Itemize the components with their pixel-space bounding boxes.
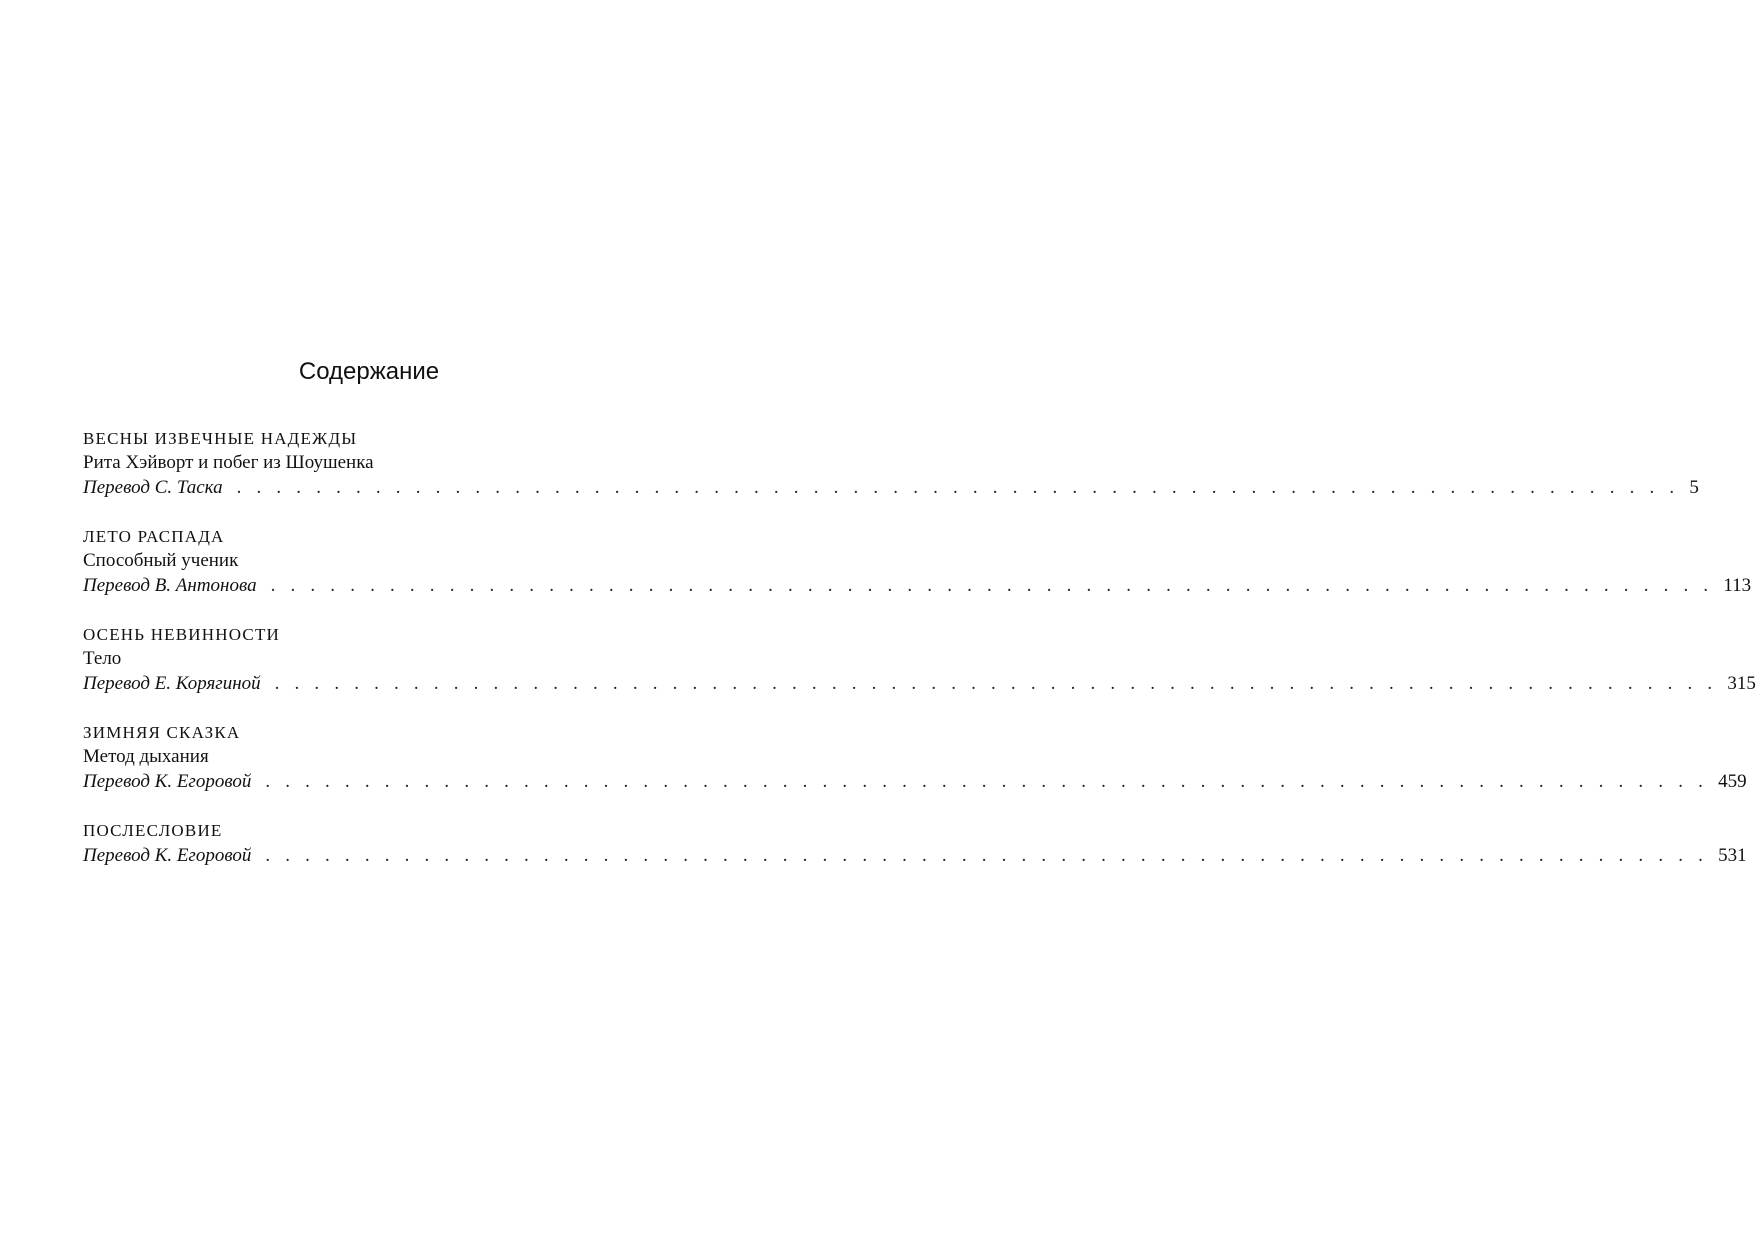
toc-section [83,819,1747,869]
translator-credit: Перевод В. Антонова [83,575,257,596]
translator-credit: Перевод С. Таска [83,477,223,498]
story-title: Метод дыхания [83,746,209,767]
toc-entry[interactable] [83,475,1699,501]
dot-leader: . . . . . . . . . . . . . . . . . . . . . . . . . . . . . . . . . . . . . . . . . . . . . . . . . . . . . . . . . . . . . . . . . . . . . . . . . [270,575,1714,596]
translator-credit: Перевод К. Егоровой [83,845,252,866]
toc-entry[interactable] [83,573,1752,599]
page-number: 531 [1718,845,1747,866]
story-title: Рита Хэйворт и побег из Шоушенка [83,452,374,473]
toc-section [83,623,1756,697]
toc-section [83,525,1752,599]
page-title: Содержание [298,358,440,385]
page-number: 5 [1689,477,1699,498]
page-number: 113 [1723,575,1752,596]
section-heading: ВЕСНЫ ИЗВЕЧНЫЕ НАДЕЖДЫ [83,429,358,448]
page-number: 459 [1718,771,1747,792]
dot-leader: . . . . . . . . . . . . . . . . . . . . . . . . . . . . . . . . . . . . . . . . . . . . . . . . . . . . . . . . . . . . . . . . . . . . . . . . . [265,771,1709,792]
translator-credit: Перевод Е. Корягиной [83,673,261,694]
toc-entry[interactable] [83,843,1747,869]
section-heading: ОСЕНЬ НЕВИННОСТИ [83,625,281,644]
section-heading: ПОСЛЕСЛОВИЕ [83,821,223,840]
dot-leader: . . . . . . . . . . . . . . . . . . . . . . . . . . . . . . . . . . . . . . . . . . . . . . . . . . . . . . . . . . . . . . . . . . . . . . . . . [274,673,1718,694]
section-heading: ЛЕТО РАСПАДА [83,527,225,546]
toc-entry[interactable] [83,671,1756,697]
section-heading: ЗИМНЯЯ СКАЗКА [83,723,241,742]
dot-leader: . . . . . . . . . . . . . . . . . . . . . . . . . . . . . . . . . . . . . . . . . . . . . . . . . . . . . . . . . . . . . . . . . . . . . . . . . [265,845,1709,866]
toc-entry[interactable] [83,769,1747,795]
toc-section [83,427,1699,501]
dot-leader: . . . . . . . . . . . . . . . . . . . . . . . . . . . . . . . . . . . . . . . . . . . . . . . . . . . . . . . . . . . . . . . . . . . . . . . . . [236,477,1680,498]
story-title: Способный ученик [83,550,239,571]
page-number: 315 [1727,673,1756,694]
toc-section [83,721,1747,795]
translator-credit: Перевод К. Егоровой [83,771,252,792]
story-title: Тело [83,648,122,669]
